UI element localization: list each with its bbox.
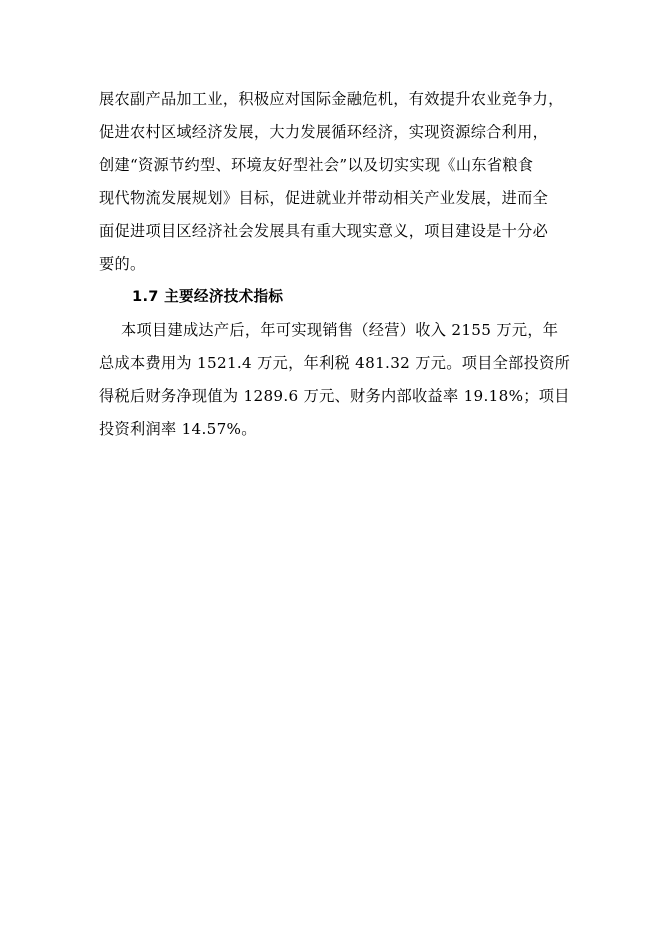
paragraph-line: 展农副产品加工业，积极应对国际金融危机，有效提升农业竞争力， <box>99 90 564 108</box>
paragraph-line: 促进农村区域经济发展，大力发展循环经济，实现资源综合利用， <box>99 123 549 141</box>
paragraph-line: 得税后财务净现值为 1289.6 万元、财务内部收益率 19.18%；项目 <box>99 387 570 405</box>
paragraph-line: 本项目建成达产后，年可实现销售（经营）收入 2155 万元，年 <box>121 321 559 339</box>
paragraph-line: 现代物流发展规划》目标，促进就业并带动相关产业发展，进而全 <box>99 189 549 207</box>
paragraph-line: 面促进项目区经济社会发展具有重大现实意义，项目建设是十分必 <box>99 222 549 240</box>
paragraph-line: 总成本费用为 1521.4 万元，年利税 481.32 万元。项目全部投资所 <box>99 354 571 372</box>
paragraph-line: 创建“资源节约型、环境友好型社会”以及切实实现《山东省粮食 <box>99 156 534 174</box>
paragraph-line: 投资利润率 14.57%。 <box>99 420 257 438</box>
section-heading: 1.7 主要经济技术指标 <box>132 288 284 305</box>
paragraph-line: 要的。 <box>99 255 146 273</box>
